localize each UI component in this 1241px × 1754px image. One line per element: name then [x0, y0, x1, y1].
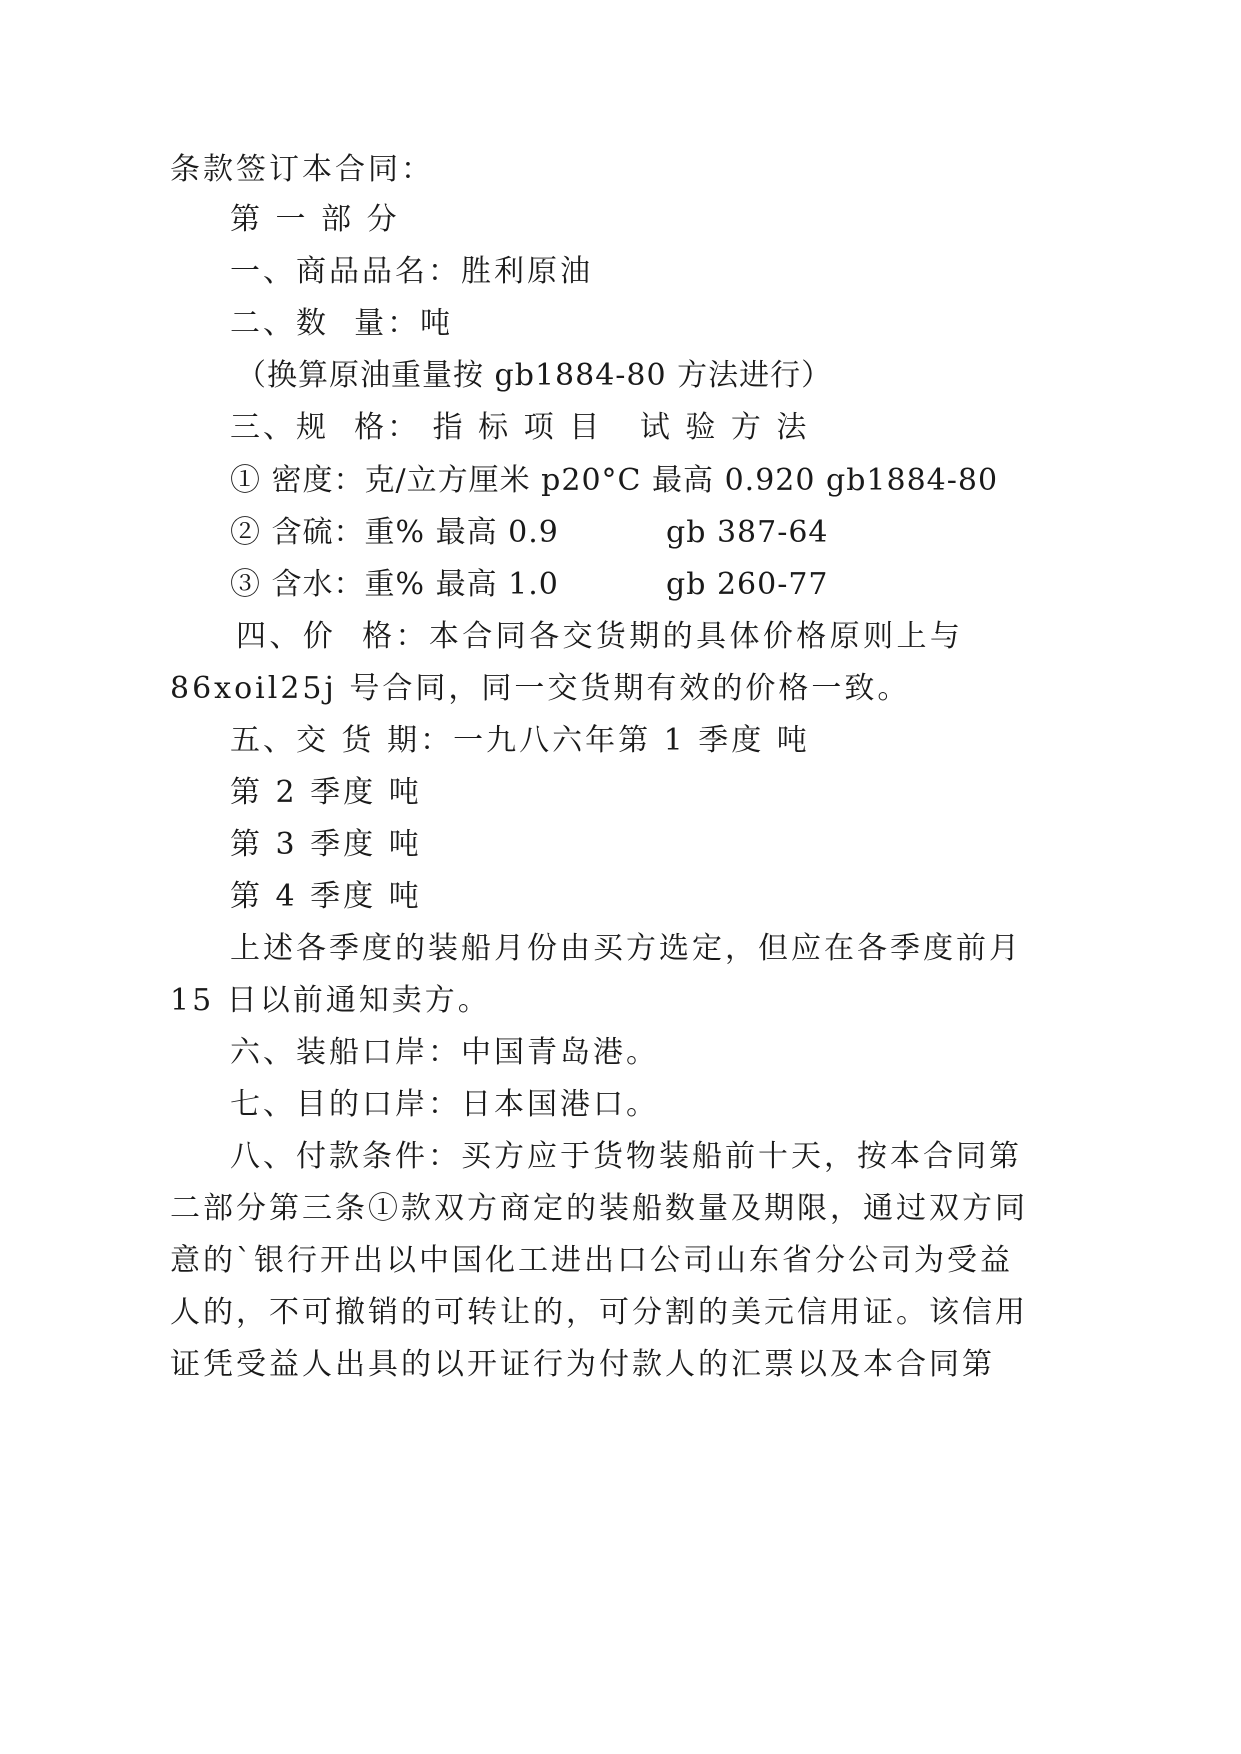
- spec-water: ③ 含水：重% 最高 1.0: [230, 567, 559, 602]
- spec-water-method: gb 260-77: [666, 567, 829, 602]
- delivery-quarter-3: 第 3 季度 吨: [230, 827, 422, 862]
- delivery-quarter-2: 第 2 季度 吨: [230, 775, 422, 810]
- delivery-quarter-4: 第 4 季度 吨: [230, 879, 422, 914]
- payment-terms-line-4: 人的，不可撤销的可转让的，可分割的美元信用证。该信用: [170, 1295, 1028, 1330]
- clause-quantity: 二、数 量：吨: [230, 306, 454, 341]
- payment-terms-line-3: 意的`银行开出以中国化工进出口公司山东省分公司为受益: [170, 1243, 1013, 1278]
- clause-specification: 三、规 格： 指 标 项 目 试 验 方 法: [230, 410, 810, 445]
- clause-payment-terms: 八、付款条件：买方应于货物装船前十天，按本合同第: [230, 1139, 1022, 1174]
- clause-price-continued: 86xoil25j 号合同，同一交货期有效的价格一致。: [170, 671, 911, 706]
- clause-loading-port: 六、装船口岸：中国青岛港。: [230, 1035, 659, 1070]
- shipment-month-note: 上述各季度的装船月份由买方选定，但应在各季度前月: [230, 931, 1022, 966]
- payment-terms-line-5: 证凭受益人出具的以开证行为付款人的汇票以及本合同第: [170, 1347, 995, 1382]
- payment-terms-line-2: 二部分第三条①款双方商定的装船数量及期限，通过双方同: [170, 1191, 1028, 1226]
- clause-price: 四、价 格：本合同各交货期的具体价格原则上与: [236, 619, 964, 654]
- part-one-heading: 第 一 部 分: [230, 202, 400, 237]
- clause-product-name: 一、商品品名：胜利原油: [230, 254, 593, 289]
- shipment-month-note-continued: 15 日以前通知卖方。: [170, 983, 491, 1018]
- spec-density: ① 密度：克/立方厘米 p20°C 最高 0.920 gb1884-80: [230, 463, 999, 498]
- spec-sulfur-method: gb 387-64: [666, 515, 829, 550]
- clause-delivery-period: 五、交 货 期：一九八六年第 1 季度 吨: [230, 723, 810, 758]
- spec-sulfur: ② 含硫：重% 最高 0.9: [230, 515, 559, 550]
- contract-intro-line: 条款签订本合同：: [170, 152, 434, 187]
- clause-destination-port: 七、目的口岸：日本国港口。: [230, 1087, 659, 1122]
- quantity-note: （换算原油重量按 gb1884-80 方法进行）: [236, 358, 833, 393]
